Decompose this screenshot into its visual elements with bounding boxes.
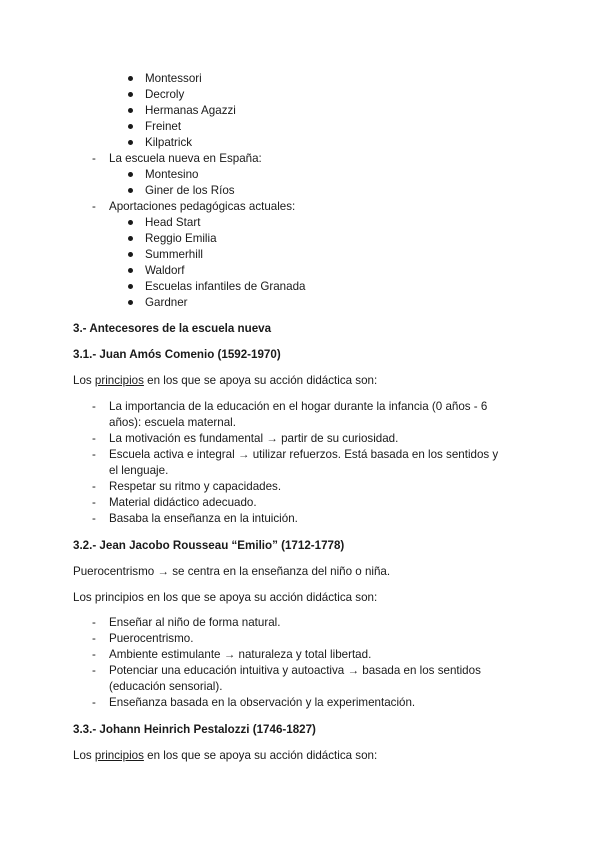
intro-paragraph: Los principios en los que se apoya su acción didáctica son: (73, 749, 378, 762)
dash-marker: - (92, 400, 96, 413)
bullet-icon (128, 252, 133, 257)
underlined-term: principios (94, 749, 144, 762)
bullet-icon (128, 236, 133, 241)
dash-marker: - (92, 648, 96, 661)
dash-marker: - (92, 448, 96, 461)
intro-paragraph: Los principios en los que se apoya su acción didáctica son: (73, 591, 378, 604)
bullet-icon (128, 172, 133, 177)
document-page: Montessori Decroly Hermanas Agazzi Freinet Kilpatrick - La escuela nueva en España: Montesino Giner de los Ríos - Aportaciones pedagógicas actuales: Head Start Reggio Emilia Summerhill Waldorf Escuelas infantiles de Granada Gardner 3.- Antecesores de la escuela nueva 3.1.- Juan Amós Comenio (1592-1970) Los principios en los que se apoya su acción didáctica son: - La importancia de la educación en el hogar durante la infancia (0 años - 6 años): escuela maternal. - La motivación es fundamental → partir de su curiosidad. - Escuela activa e integral → utilizar refuerzos. Está basada en los sentidos y el lenguaje. - Respetar su ritmo y capacidades. - Material didáctico adecuado. - Basaba la enseñanza en la intuición. 3.2.- Jean Jacobo Rousseau “Emilio” (1712-1778) Puerocentrismo → se centra en la enseñanza del niño o niña. Los principios en los que se apoya su acción didáctica son: - Enseñar al niño de forma natural. - Puerocentrismo. - Ambiente estimulante → naturaleza y total libertad. - Potenciar una educación intuitiva y autoactiva → basada en los sentidos (educación sensorial). - Enseñanza basada en la observación y la experimentación. 3.3.- Johann Heinrich Pestalozzi (1746-1827) Los principios en los que se apoya su acción didáctica son: (0, 0, 600, 848)
intro-paragraph: Los principios en los que se apoya su acción didáctica son: (73, 374, 378, 387)
dash-marker: - (92, 480, 96, 493)
bullet-icon (128, 220, 133, 225)
section-heading: 3.- Antecesores de la escuela nueva (73, 322, 272, 335)
dash-marker: - (92, 200, 96, 213)
bullet-icon (128, 108, 133, 113)
bullet-icon (128, 284, 133, 289)
paragraph: Puerocentrismo → se centra en la enseñanza del niño o niña. (73, 565, 391, 578)
dash-marker: - (92, 152, 96, 165)
dash-marker: - (92, 664, 96, 677)
subsection-heading: 3.1.- Juan Amós Comenio (1592-1970) (73, 348, 281, 361)
bullet-icon (128, 188, 133, 193)
subsection-heading: 3.3.- Johann Heinrich Pestalozzi (1746-1827) (73, 723, 316, 736)
dash-marker: - (92, 616, 96, 629)
bullet-icon (128, 140, 133, 145)
dash-marker: - (92, 496, 96, 509)
underlined-term: principios (94, 374, 144, 387)
dash-marker: - (92, 512, 96, 525)
dash-marker: - (92, 632, 96, 645)
bullet-icon (128, 124, 133, 129)
bullet-icon (128, 268, 133, 273)
bullet-icon (128, 76, 133, 81)
subsection-heading: 3.2.- Jean Jacobo Rousseau “Emilio” (1712-1778) (73, 539, 345, 552)
bullet-icon (128, 300, 133, 305)
bullet-icon (128, 92, 133, 97)
dash-marker: - (92, 696, 96, 709)
dash-marker: - (92, 432, 96, 445)
